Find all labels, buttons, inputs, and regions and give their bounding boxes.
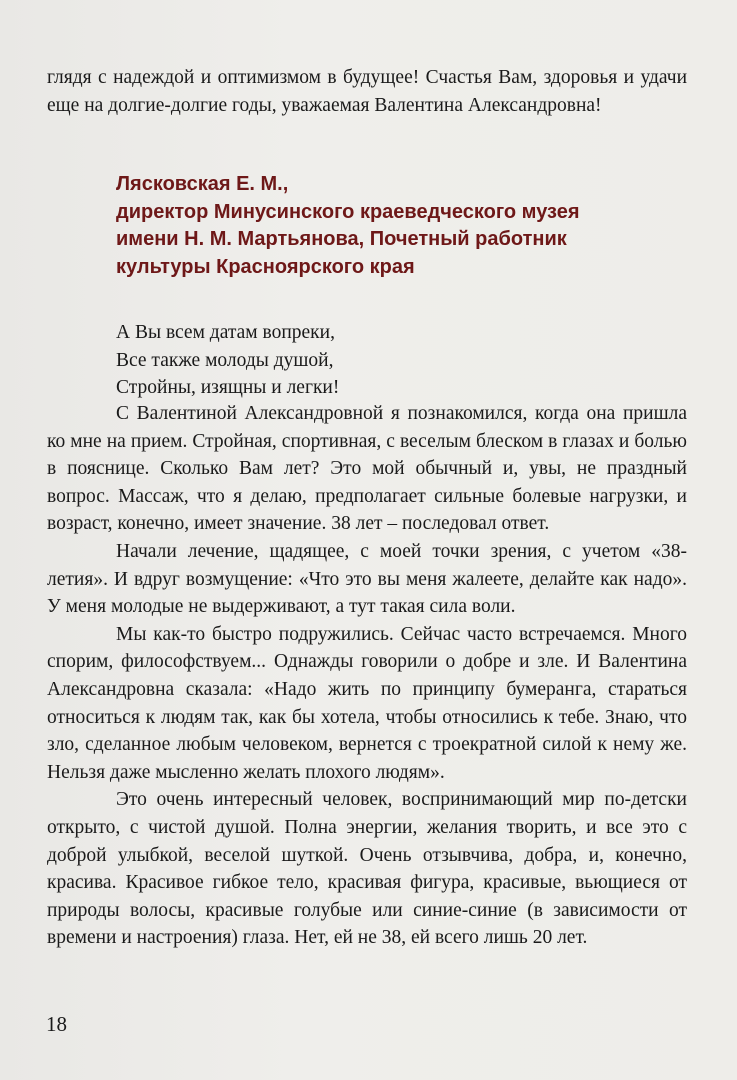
poem-line-2: Все также молоды душой, [116,349,334,371]
paragraph-4: Это очень интересный человек, воспринимающий мир по-детски открыто, с чистой душой. Полна энергии, желания творить, и все это с доброй улыбкой, веселой шуткой. Очень отзывчива, добра, и, конечно, красива. Красивое гибкое тело, красивая фигура, красивые, вьющиеся от природы волосы, красивые голубые или синие-синие (в зависимости от времени и настроения) глаза. Нет, ей не 38, ей всего лишь 20 лет. [47,789,687,949]
author-heading [116,171,696,281]
poem-line-3: Стройны, изящны и легки! [116,377,340,399]
poem-line-1: А Вы всем датам вопреки, [116,322,335,343]
author-title-line-1: директор Минусинского краеведческого музея [116,200,580,223]
paragraph-2: Начали лечение, щадящее, с моей точки зрения, с учетом «38-летия». И вдруг возмущение: «Что это вы меня жалеете, делайте как надо». У меня молодые не выдерживают, а тут такая сила воли. [47,540,687,618]
body-text [47,400,687,952]
author-title-line-3: культуры Красноярского края [116,255,415,278]
author-name: Лясковская Е. М., [116,173,289,195]
opening-paragraph: глядя с надеждой и оптимизмом в будущее! Счастья Вам, здоровья и удачи еще на долгие-долгие годы, уважаемая Валентина Александровна! [47,67,687,116]
page-number: 18 [46,1012,67,1036]
poem-epigraph [116,319,339,402]
author-title-line-2: имени Н. М. Мартьянова, Почетный работник [116,228,567,250]
paragraph-1: С Валентиной Александровной я познакомился, когда она пришла ко мне на прием. Стройная, спортивная, с веселым блеском в глазах и болью в пояснице. Сколько Вам лет? Это мой обычный и, увы, не праздный вопрос. Массаж, что я делаю, предполагает сильные болевые нагрузки, и возраст, конечно, имеет значение. 38 лет – последовал ответ. [47,403,687,535]
opening-paragraph-block [47,64,687,119]
paragraph-3: Мы как-то быстро подружились. Сейчас часто встречаемся. Много спорим, философствуем... Однажды говорили о добре и зле. И Валентина Александровна сказала: «Надо жить по принципу бумеранга, стараться относиться к людям так, как бы хотела, чтобы относились к тебе. Знаю, что зло, сделанное любым человеком, вернется с троекратной силой к нему же. Нельзя даже мысленно желать плохого людям». [47,623,687,783]
